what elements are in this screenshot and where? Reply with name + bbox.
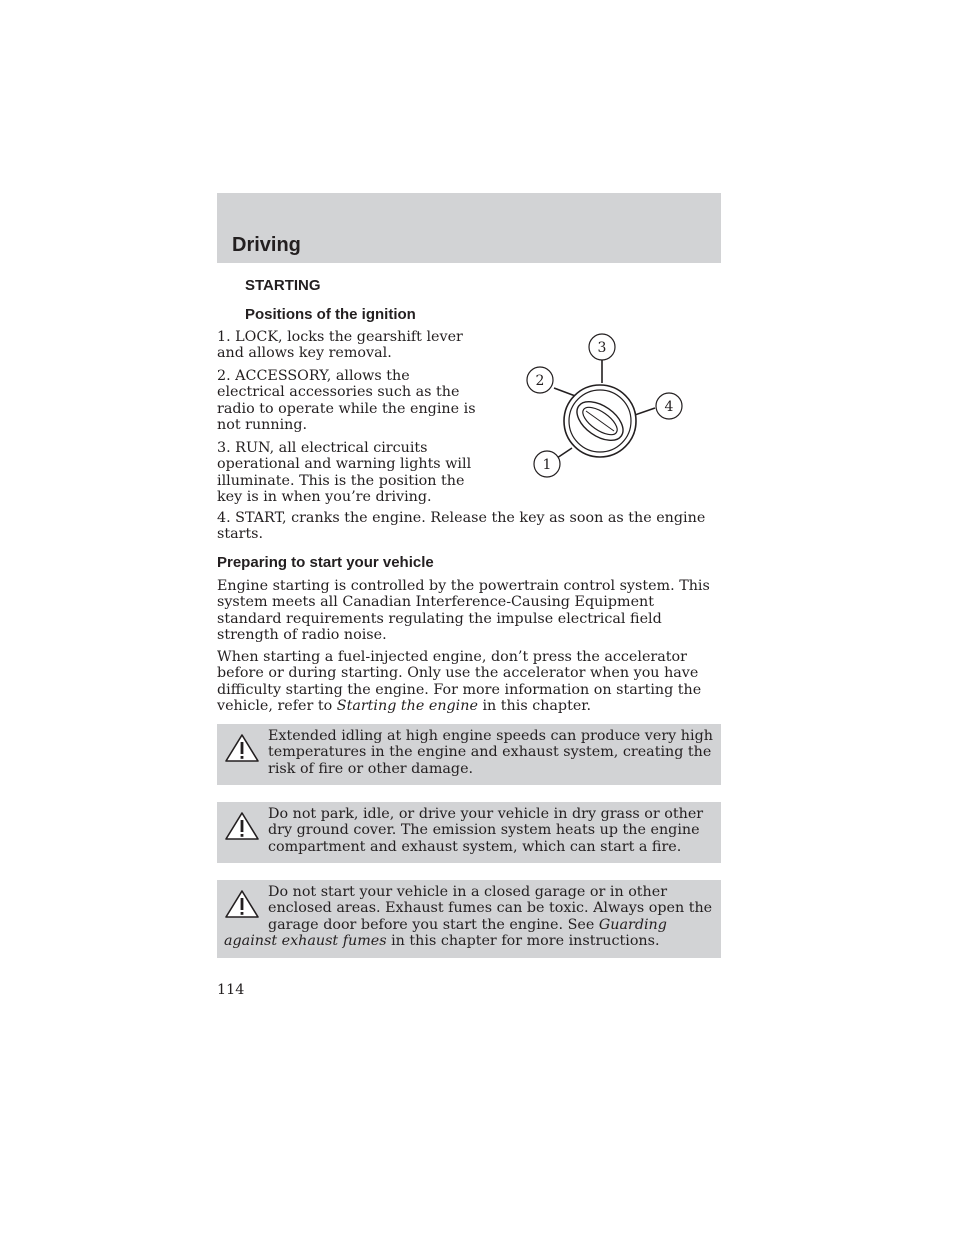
preparing-paragraph-1: Engine starting is controlled by the powertrain control system. This system meets all Canadian Interference-Causing Equipment standard requirements regulating the impulse electrical field strength of radio noise. (217, 578, 710, 643)
label-2: 2 (535, 373, 545, 389)
warning-box-garage (217, 880, 721, 958)
ignition-item-accessory: 2. ACCESSORY, allows the electrical accessories such as the radio to operate while the engine is not running. (217, 368, 476, 433)
warning-text-garage-a: Do not start your vehicle in a closed garage or in other enclosed areas. Exhaust fumes can be toxic. Always open the garage door before you start the engine. See (268, 884, 713, 933)
preparing-paragraph-2 (217, 649, 721, 714)
ignition-diagram (520, 328, 690, 488)
ignition-item-run: 3. RUN, all electrical circuits operational and warning lights will illuminate. This is the position the key is in when you’re driving. (217, 440, 472, 505)
preparing-heading: Preparing to start your vehicle (217, 554, 434, 571)
warning-text-garage-b: in this chapter for more instructions. (386, 932, 660, 949)
warning-triangle-icon (224, 733, 260, 763)
label-3: 3 (597, 340, 607, 356)
chapter-header-bar (217, 193, 721, 263)
warning-text-dry-grass: Do not park, idle, or drive your vehicle in dry grass or other dry ground cover. The emission system heats up the engine compartment and exhaust system, which can start a fire. (268, 806, 704, 855)
ignition-item-start: 4. START, cranks the engine. Release the key as soon as the engine starts. (217, 510, 706, 543)
label-4: 4 (664, 399, 674, 415)
starting-engine-reference: Starting the engine (336, 697, 478, 714)
warning-text-idling: Extended idling at high engine speeds can produce very high temperatures in the engine and exhaust system, creating the risk of fire or other damage. (268, 728, 713, 777)
ignition-heading: Positions of the ignition (245, 306, 416, 323)
warning-box-dry-grass (217, 802, 721, 863)
warning-triangle-icon (224, 811, 260, 841)
ignition-item-lock: 1. LOCK, locks the gearshift lever and allows key removal. (217, 329, 463, 362)
warning-triangle-icon (224, 889, 260, 919)
label-1: 1 (542, 457, 552, 473)
preparing-paragraph-2-text-b: in this chapter. (477, 697, 592, 714)
page-number: 114 (217, 982, 245, 998)
chapter-title: Driving (232, 234, 301, 256)
exhaust-fumes-reference: Guarding against exhaust fumes (224, 916, 667, 949)
preparing-paragraph-2-text-a: When starting a fuel-injected engine, don’t press the accelerator before or during starting. Only use the accelerator when you have difficulty starting the engine. For more information on starting the vehicle, refer to (217, 649, 702, 714)
section-title: STARTING (245, 277, 321, 294)
page-header (217, 193, 721, 263)
warning-box-idling (217, 724, 721, 785)
